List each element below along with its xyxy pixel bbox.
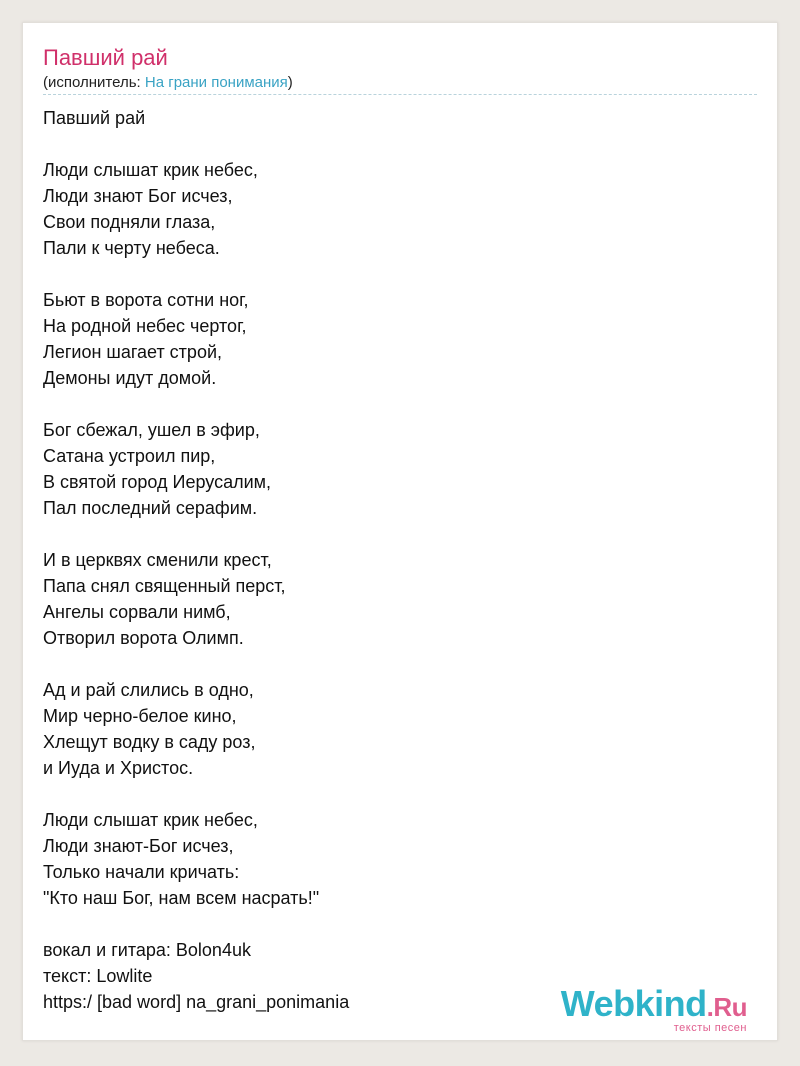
artist-line <box>43 74 293 92</box>
lyrics-card <box>22 22 778 1041</box>
webkind-logo <box>561 985 747 1034</box>
logo-tagline: тексты песен <box>673 1022 747 1034</box>
song-title: Павший рай <box>43 45 168 70</box>
logo-tld: .Ru <box>706 992 747 1022</box>
divider <box>43 94 757 95</box>
artist-suffix: ) <box>287 74 293 91</box>
artist-prefix: (исполнитель: <box>43 74 145 91</box>
lyrics-text: Павший рай Люди слышат крик небес, Люди знают Бог исчез, Свои подняли глаза, Пали к черту небеса. Бьют в ворота сотни ног, На родной небес чертог, Легион шагает строй, Демоны идут домой. Бог сбежал, ушел в эфир, Сатана устроил пир, В святой город Иерусалим, Пал последний серафим. И в церквях сменили крест, Папа снял священный перст, Ангелы сорвали нимб, Отворил ворота Олимп. Ад и рай слились в одно, Мир черно-белое кино, Хлещут водку в саду роз, и Иуда и Христос. Люди слышат крик небес, Люди знают-Бог исчез, Только начали кричать: "Кто наш Бог, нам всем насрать!" вокал и гитара: Bolon4uk текст: Lowlite https:/ [bad word] na_grani_ponimania <box>43 108 350 1012</box>
artist-link[interactable]: На грани понимания <box>144 74 288 91</box>
logo-brand: Webkind <box>560 983 707 1024</box>
